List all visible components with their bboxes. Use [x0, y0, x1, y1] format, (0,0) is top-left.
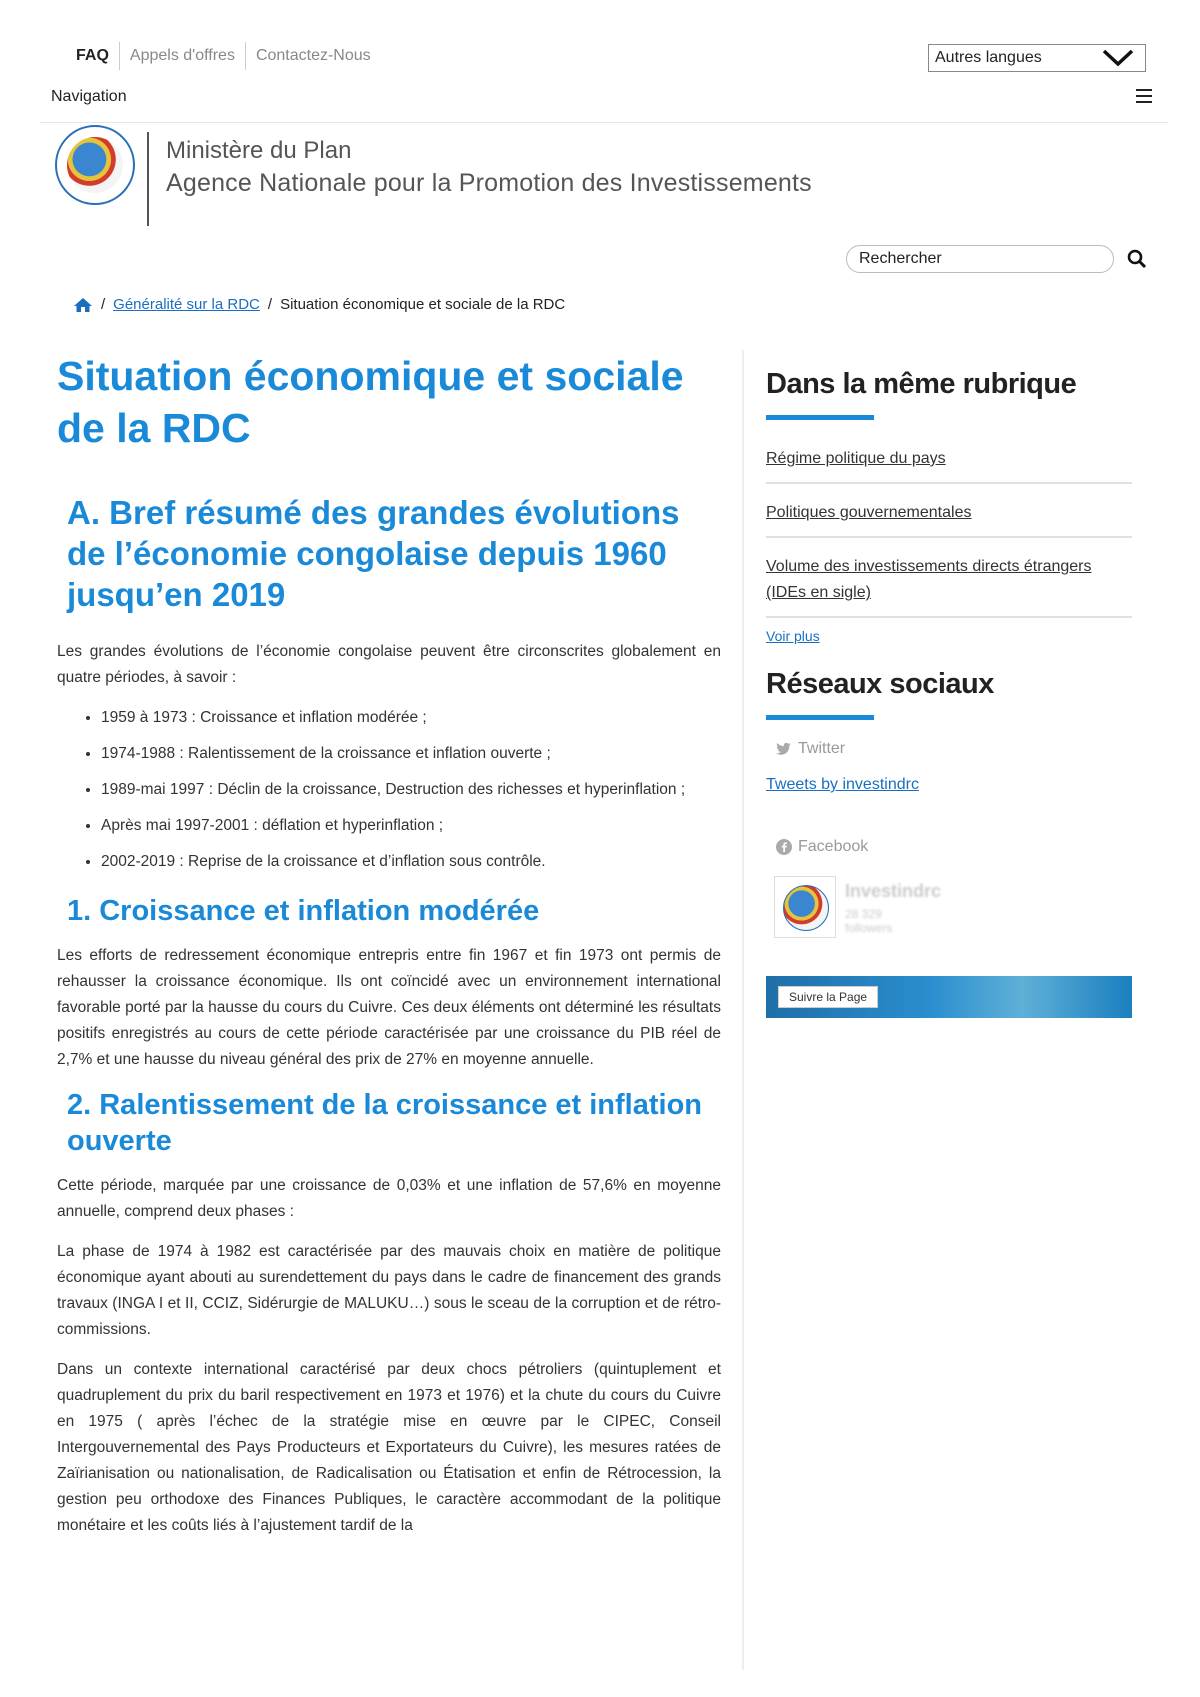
- contact-link[interactable]: Contactez-Nous: [245, 42, 381, 70]
- twitter-label: Twitter: [776, 740, 1132, 758]
- column-divider: [742, 350, 744, 1670]
- sidebar-link-politiques[interactable]: Politiques gouvernementales: [766, 494, 1132, 538]
- periods-list: [101, 705, 721, 875]
- navigation-label: Navigation: [51, 88, 127, 105]
- twitter-icon: [776, 742, 792, 756]
- tweets-link[interactable]: Tweets by investindrc: [766, 776, 919, 793]
- list-item: • 2002-2019 : Reprise de la croissance et d’inflation sous contrôle.: [101, 849, 721, 875]
- logo-separator: [147, 132, 149, 226]
- top-links: [76, 42, 381, 70]
- breadcrumb-generalite-link[interactable]: Généralité sur la RDC: [113, 296, 260, 313]
- agency-name: Agence Nationale pour la Promotion des Investissements: [166, 169, 812, 197]
- sidebar-link-regime[interactable]: Régime politique du pays: [766, 440, 1132, 484]
- context-paragraph: Dans un contexte international caractérisé par deux chocs pétroliers (quintuplement et quadruplement du prix du baril respectivement en 1973 et 1976) et la chute du cours du Cuivre en 1975 ( après l’échec de la stratégie mise en œuvre par le CIPEC, Conseil Intergouvernemental des Pays Producteurs et Exportateurs du Cuivre), les mesures ratées de Zaïrianisation ou nationalisation, de Radicalisation ou Étatisation et enfin de Rétrocession, la gestion peu orthodoxe des Finances Publiques, le caractère accommodant de la politique monétaire et les coûts liés à l’ajustement tardif de la: [57, 1361, 721, 1534]
- sidebar: [766, 368, 1132, 1018]
- chevron-down-icon: [1101, 48, 1135, 68]
- tenders-link[interactable]: Appels d'offres: [119, 42, 245, 70]
- header-divider: [40, 122, 1168, 123]
- home-icon[interactable]: [73, 297, 93, 313]
- breadcrumb: [73, 296, 565, 313]
- section-a-heading: A. Bref résumé des grandes évolutions de l’économie congolaise depuis 1960 jusqu’en 2019: [67, 494, 680, 613]
- facebook-cover: [766, 976, 1132, 1018]
- intro-paragraph: Les grandes évolutions de l’économie congolaise peuvent être circonscrites globalement en quatre périodes, à savoir :: [57, 643, 721, 686]
- rubrique-title: Dans la même rubrique: [766, 368, 1077, 400]
- list-item: • 1974-1988 : Ralentissement de la croissance et inflation ouverte ;: [101, 741, 721, 767]
- see-more-link[interactable]: Voir plus: [766, 628, 820, 644]
- ministry-name: Ministère du Plan: [166, 137, 352, 164]
- social-title: Réseaux sociaux: [766, 668, 994, 700]
- facebook-page-avatar[interactable]: [774, 876, 942, 938]
- facebook-icon: [776, 839, 792, 855]
- language-select[interactable]: [928, 44, 1146, 72]
- breadcrumb-current: Situation économique et sociale de la RDC: [280, 296, 566, 313]
- search-placeholder: Rechercher: [859, 250, 942, 267]
- page-title: Situation économique et sociale de la RDC: [57, 353, 684, 451]
- facebook-page-name[interactable]: Investindrc: [845, 881, 942, 901]
- section-1-paragraph: Les efforts de redressement économique entrepris entre fin 1967 et fin 1973 ont permis de rehausser la croissance économique. Ils ont coïncidé avec un environnement international favorable porté par la hausse du cours du Cuivre. Ces deux éléments ont déterminé les résultats positifs enregistrés au cours de cette période caractérisée par une croissance du PIB réel de 2,7% et une hausse du niveau général des prix de 27% en moyenne annuelle.: [57, 947, 721, 1068]
- title-accent-bar: [766, 415, 874, 420]
- section-1-heading: 1. Croissance et inflation modérée: [67, 895, 540, 927]
- facebook-label: Facebook: [776, 838, 1132, 856]
- breadcrumb-separator: /: [267, 296, 273, 313]
- phase-paragraph: La phase de 1974 à 1982 est caractérisée par des mauvais choix en matière de politique économique ayant abouti au surendettement du pays dans le cadre de financement des grands travaux (INGA I et II, CCIZ, Sidérurgie de MALUKU…) sous le sceau de la corruption et de rétro-commissions.: [57, 1243, 721, 1338]
- sidebar-link-ide[interactable]: Volume des investissements directs étrangers (IDEs en sigle): [766, 548, 1132, 618]
- breadcrumb-separator: /: [101, 296, 106, 313]
- menu-icon[interactable]: [1136, 89, 1152, 103]
- search-input[interactable]: [846, 245, 1114, 273]
- follow-page-button[interactable]: Suivre la Page: [778, 986, 878, 1008]
- language-select-value: Autres langues: [935, 49, 1042, 66]
- section-2-heading: 2. Ralentissement de la croissance et inflation ouverte: [67, 1089, 702, 1157]
- anapi-logo[interactable]: [55, 125, 135, 205]
- search-icon[interactable]: [1126, 248, 1148, 270]
- list-item: • 1959 à 1973 : Croissance et inflation modérée ;: [101, 705, 721, 731]
- list-item: • 1989-mai 1997 : Déclin de la croissance, Destruction des richesses et hyperinflation ;: [101, 777, 721, 803]
- section-2-paragraph: Cette période, marquée par une croissance de 0,03% et une inflation de 57,6% en moyenne annuelle, comprend deux phases :: [57, 1177, 721, 1220]
- facebook-followers: 28 329 followers: [845, 907, 893, 935]
- title-accent-bar: [766, 715, 874, 720]
- article: [57, 350, 721, 1553]
- faq-link[interactable]: FAQ: [76, 47, 109, 64]
- list-item: • Après mai 1997-2001 : déflation et hyperinflation ;: [101, 813, 721, 839]
